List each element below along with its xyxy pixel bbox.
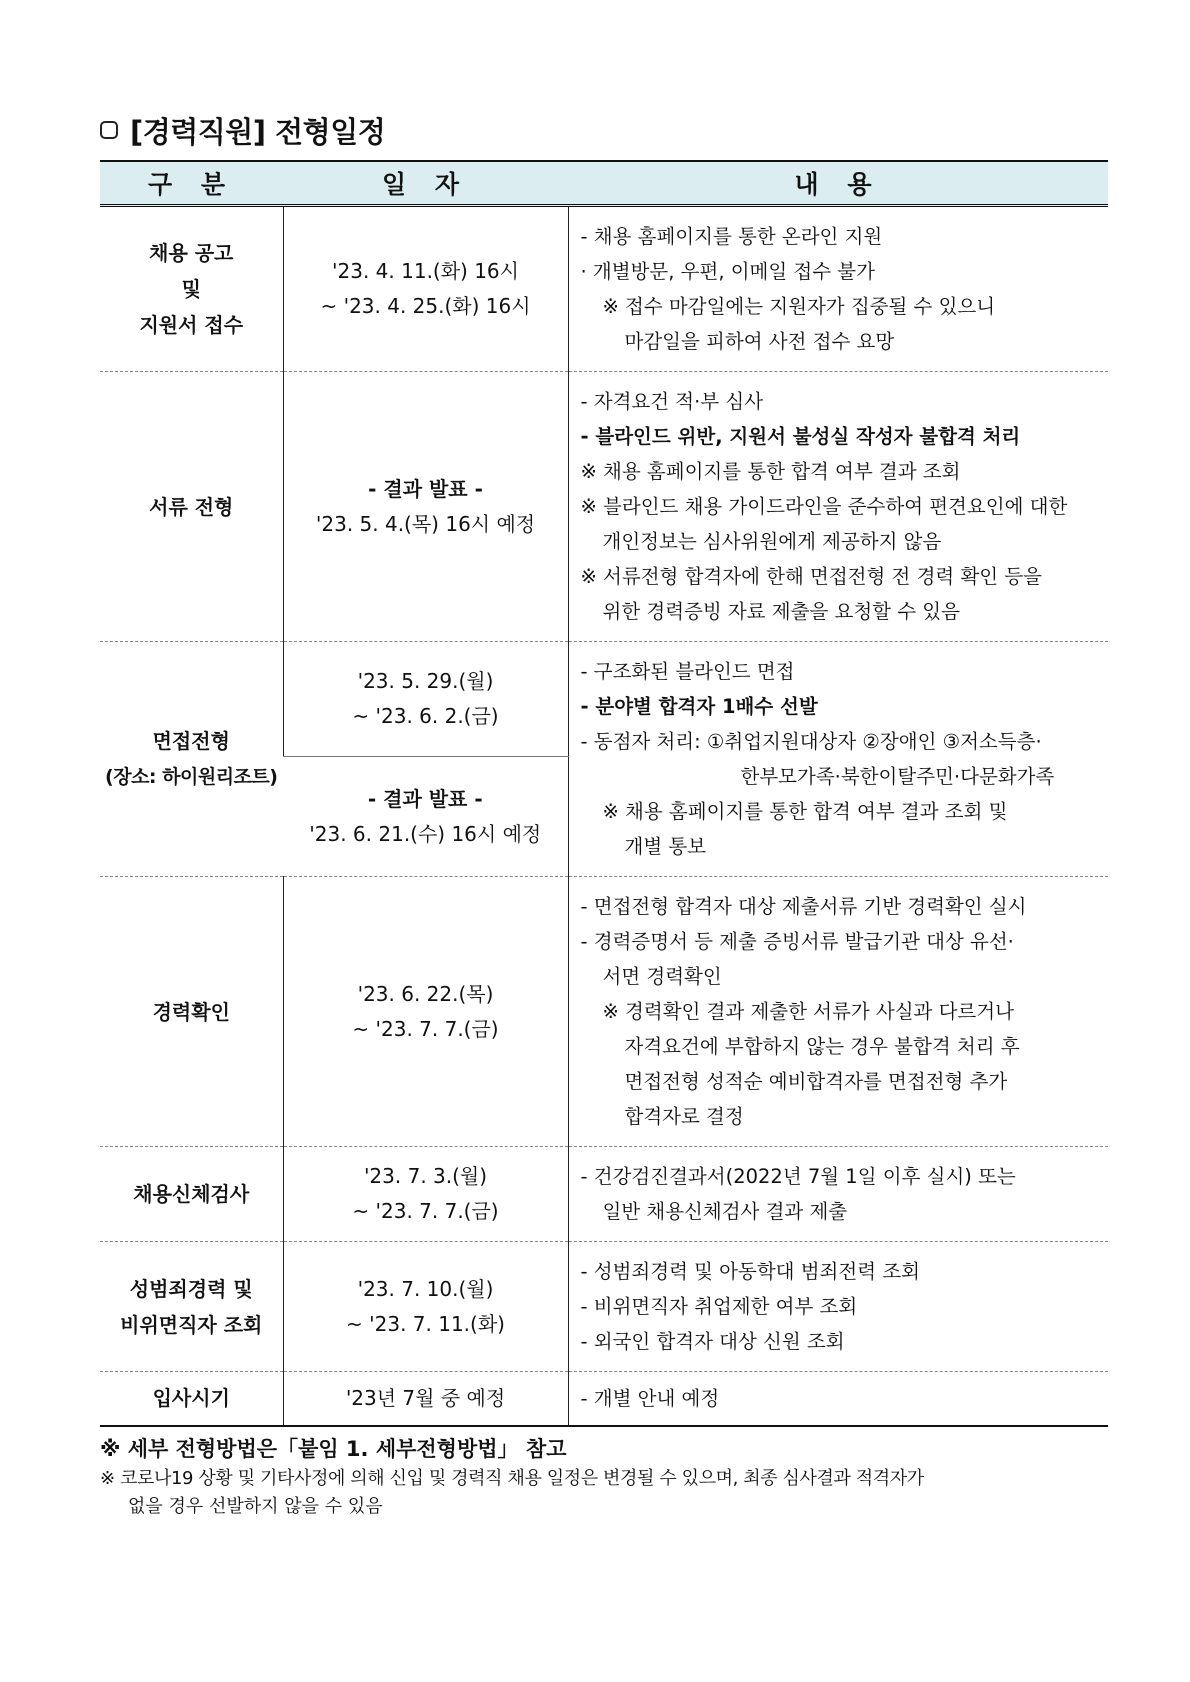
row-content: - 자격요건 적·부 심사 - 블라인드 위반, 지원서 불성실 작성자 불합격 처리 ※ 채용 홈페이지를 통한 합격 여부 결과 조회 ※ 블라인드 채용 가이드라인을 준수하여 편견요인에 대한 개인정보는 심사위원에게 제공하지 않음 ※ 서류전형 합격자에 한해 면접전형 전 경력 확인 등을 위한 경력증빙 자료 제출을 요청할 수 있음 (568, 372, 1108, 642)
square-bullet-icon (100, 121, 118, 139)
main-note: ※ 세부 전형방법은「붙임 1. 세부전형방법」 참고 (100, 1436, 567, 1461)
sub-note: ※ 코로나19 상황 및 기타사정에 의해 신입 및 경력직 채용 일정은 변경될 수 있으며, 최종 심사결과 적격자가 없을 경우 선발하지 않을 수 있음 (100, 1467, 924, 1517)
document-page (100, 108, 1108, 1521)
table-row (100, 642, 1108, 757)
table-row (100, 1147, 1108, 1242)
row-category: 성범죄경력 및 비위면직자 조회 (100, 1242, 283, 1372)
row-content: - 개별 안내 예정 (568, 1372, 1108, 1426)
row-date: - 결과 발표 - '23. 6. 21.(수) 16시 예정 (283, 757, 568, 877)
row-date: '23. 7. 10.(월) ~ '23. 7. 11.(화) (283, 1242, 568, 1372)
row-date: '23. 5. 29.(월) ~ '23. 6. 2.(금) (283, 642, 568, 757)
row-category: 입사시기 (152, 1386, 230, 1411)
section-heading (100, 108, 1108, 152)
row-content: - 성범죄경력 및 아동학대 범죄전력 조회 - 비위면직자 취업제한 여부 조회 - 외국인 합격자 대상 신원 조회 (568, 1242, 1108, 1372)
header-category: 구 분 (100, 161, 283, 206)
table-row (100, 1372, 1108, 1426)
row-date: '23. 4. 11.(화) 16시 ~ '23. 4. 25.(화) 16시 (283, 206, 568, 372)
table-row (100, 877, 1108, 1147)
row-content: - 면접전형 합격자 대상 제출서류 기반 경력확인 실시 - 경력증명서 등 제출 증빙서류 발급기관 대상 유선· 서면 경력확인 ※ 경력확인 결과 제출한 서류가 사실과 다르거나 자격요건에 부합하지 않는 경우 불합격 처리 후 면접전형 성적순 예비합격자를 면접전형 추가 합격자로 결정 (568, 877, 1108, 1147)
row-category: 경력확인 (100, 877, 283, 1147)
table-row (100, 1242, 1108, 1372)
section-title: [경력직원] 전형일정 (130, 114, 386, 149)
row-category: 채용 공고 및 지원서 접수 (100, 206, 283, 372)
table-row (100, 206, 1108, 372)
row-category: 서류 전형 (100, 372, 283, 642)
row-category: 채용신체검사 (100, 1147, 283, 1242)
header-content: 내 용 (568, 161, 1108, 206)
header-date: 일 자 (283, 161, 568, 206)
row-category: 면접전형 (장소: 하이원리조트) (100, 642, 283, 877)
row-content: - 건강검진결과서(2022년 7월 1일 이후 실시) 또는 일반 채용신체검사 결과 제출 (568, 1147, 1108, 1242)
row-date: '23. 7. 3.(월) ~ '23. 7. 7.(금) (283, 1147, 568, 1242)
table-header-row (100, 161, 1108, 206)
table-row (100, 372, 1108, 642)
row-date: '23. 6. 22.(목) ~ '23. 7. 7.(금) (283, 877, 568, 1147)
row-content: - 채용 홈페이지를 통한 온라인 지원 · 개별방문, 우편, 이메일 접수 불가 ※ 접수 마감일에는 지원자가 집중될 수 있으니 마감일을 피하여 사전 접수 요망 (568, 206, 1108, 372)
row-date: - 결과 발표 - '23. 5. 4.(목) 16시 예정 (283, 372, 568, 642)
schedule-table (100, 160, 1108, 1427)
row-date: '23년 7월 중 예정 (283, 1372, 568, 1426)
row-content: - 구조화된 블라인드 면접 - 분야별 합격자 1배수 선발 - 동점자 처리: ①취업지원대상자 ②장애인 ③저소득층· 한부모가족·북한이탈주민·다문화가족 ※ 채용 홈페이지를 통한 합격 여부 결과 조회 및 개별 통보 (568, 642, 1108, 877)
footnotes (100, 1433, 1108, 1521)
